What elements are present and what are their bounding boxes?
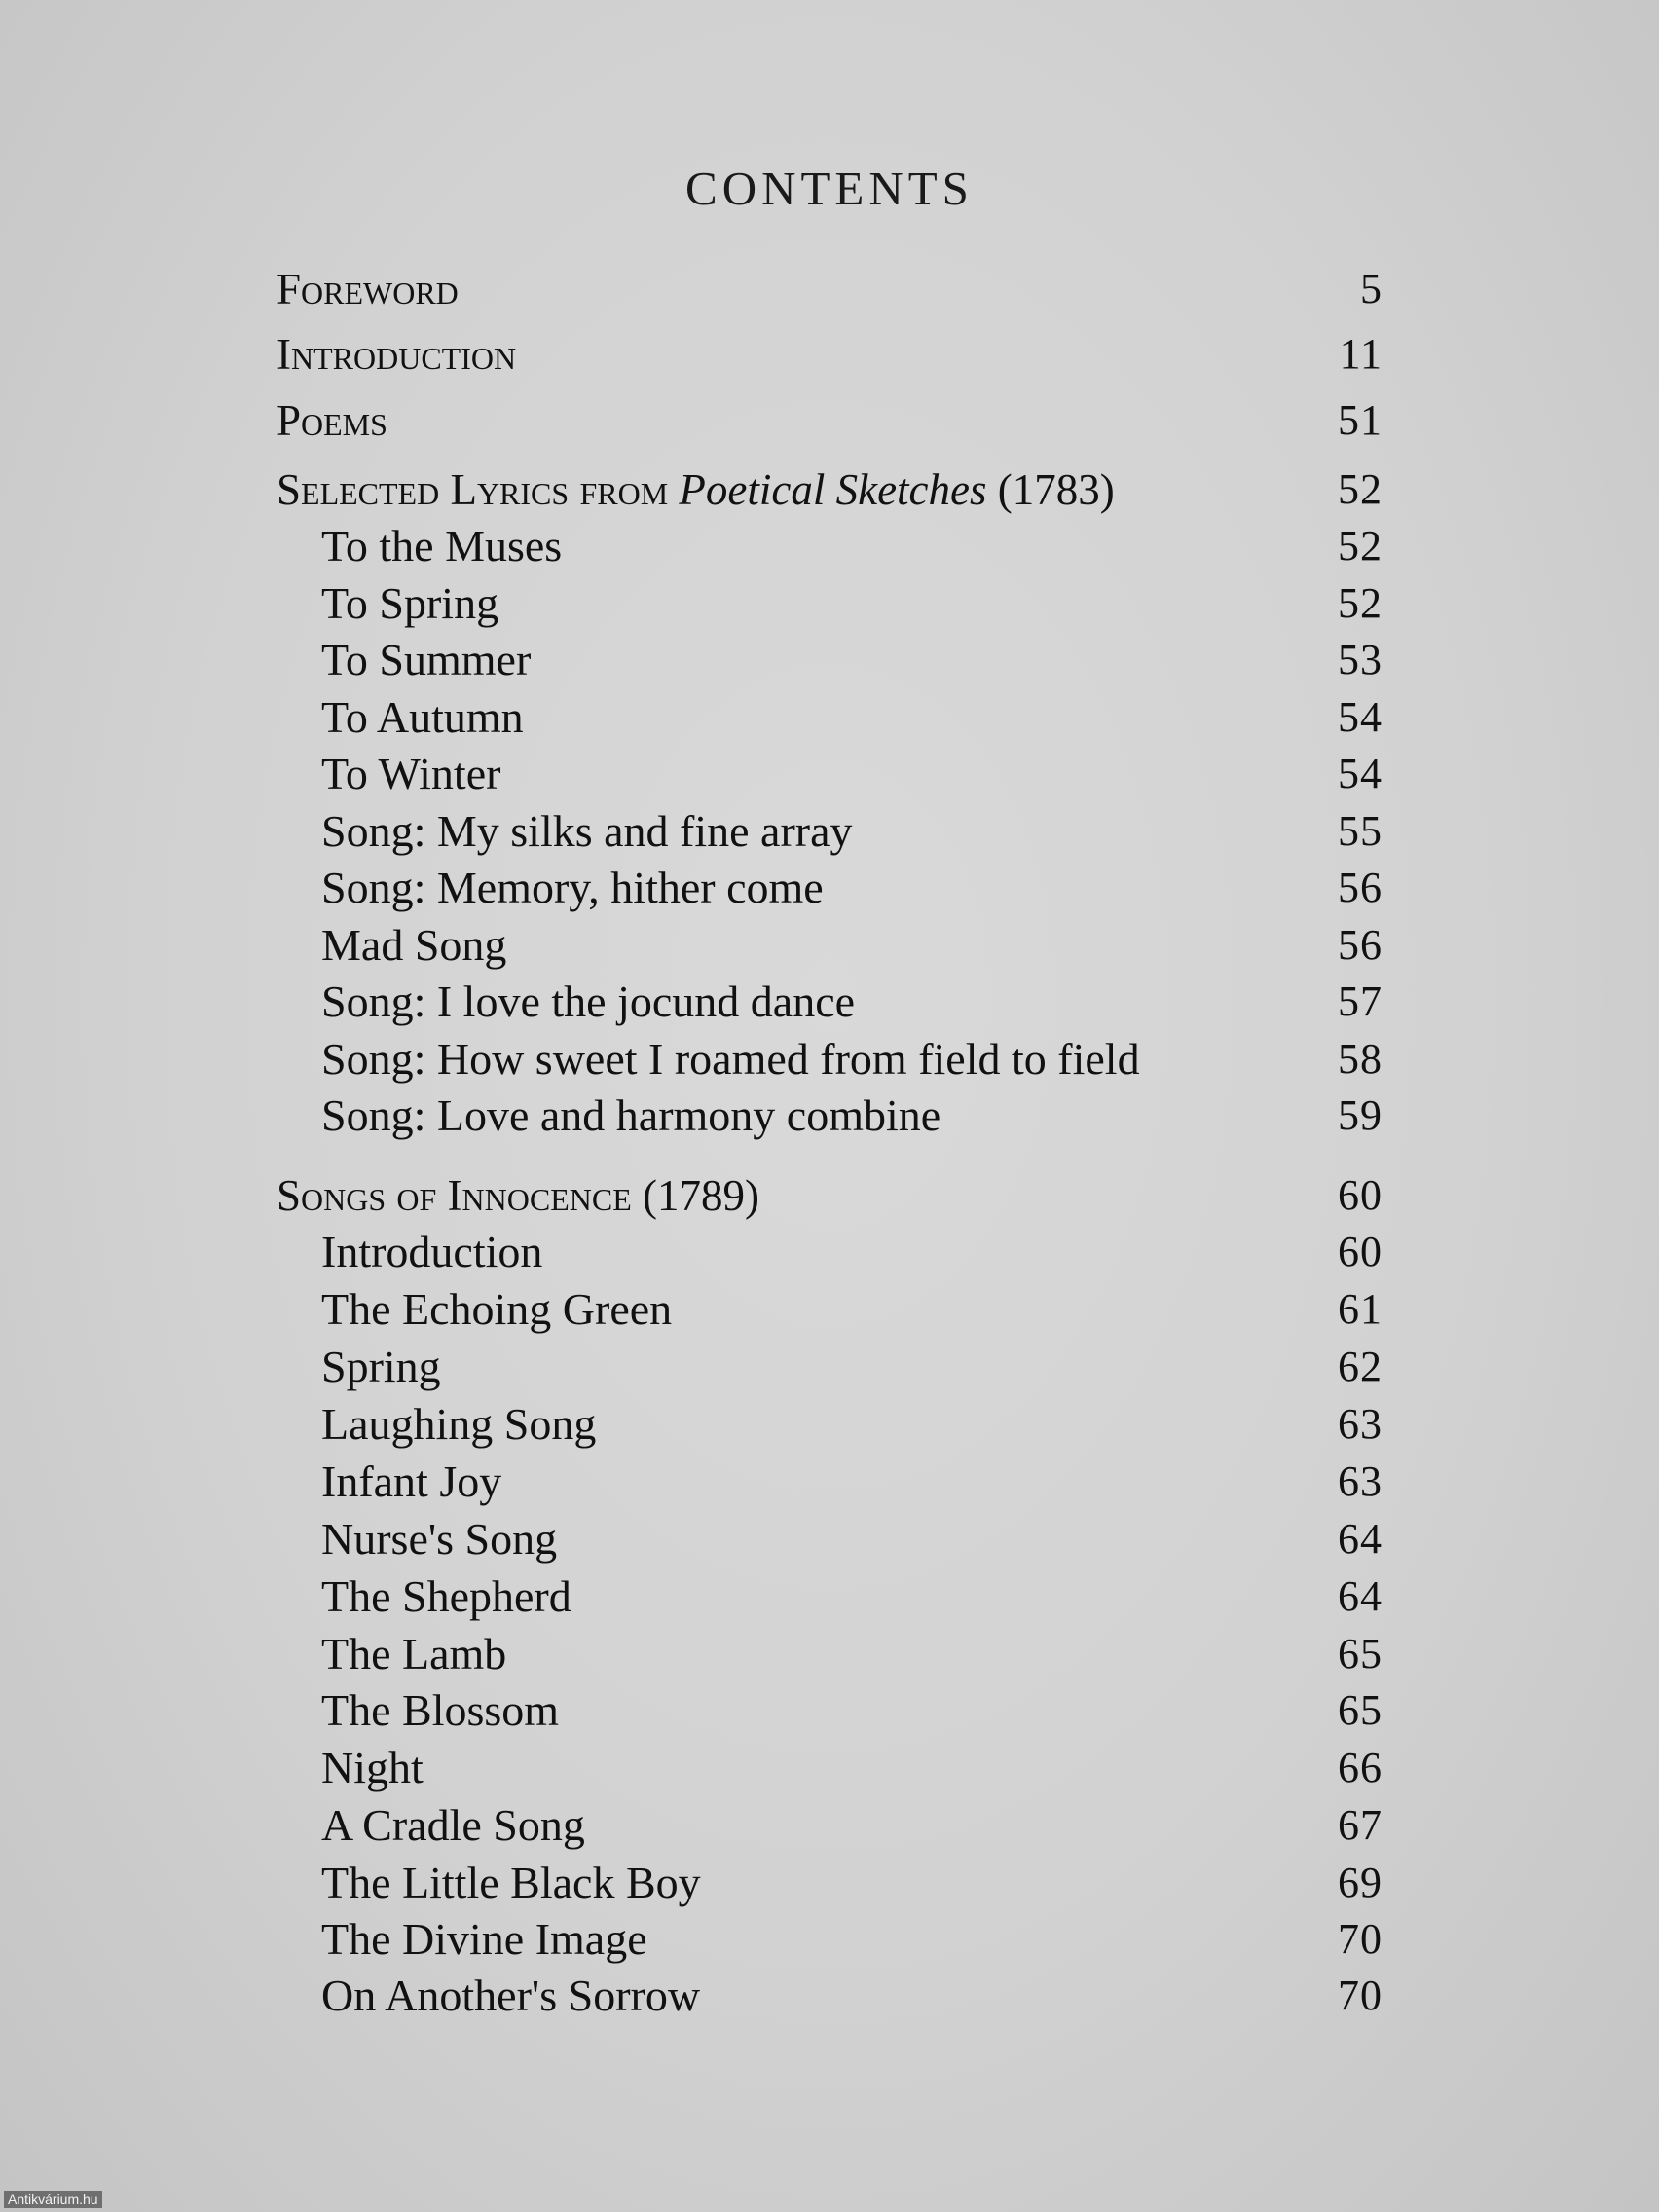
toc-entry-foreword — [0, 261, 1659, 317]
toc-entry-page: 70 — [1338, 1972, 1382, 2019]
toc-entry-label: To Autumn — [321, 692, 524, 742]
toc-entry — [0, 1911, 1659, 1968]
toc-entry-page: 52 — [1338, 522, 1382, 570]
toc-entry-label: Song: How sweet I roamed from field to field — [321, 1034, 1140, 1084]
toc-entry-selected-lyrics — [0, 461, 1659, 518]
toc-entry-label: A Cradle Song — [321, 1800, 585, 1850]
toc-entry-songs-of-innocence — [0, 1167, 1659, 1224]
toc-entry-page: 59 — [1338, 1091, 1382, 1139]
toc-entry-page: 11 — [1339, 330, 1382, 378]
toc-entry-page: 54 — [1338, 693, 1382, 741]
toc-entry-label: Song: Love and harmony combine — [321, 1090, 941, 1140]
toc-entry-label: Night — [321, 1743, 424, 1792]
toc-entry-label-prefix: Selected Lyrics from — [276, 465, 680, 514]
toc-entry-page: 63 — [1338, 1400, 1382, 1448]
toc-entry-label: To the Muses — [321, 521, 563, 571]
toc-entry — [0, 1224, 1659, 1280]
toc-entry-label: To Spring — [321, 578, 499, 628]
toc-entry-page: 65 — [1338, 1686, 1382, 1734]
toc-entry — [0, 1396, 1659, 1453]
toc-entry-page: 60 — [1338, 1228, 1382, 1275]
toc-entry-page: 52 — [1338, 465, 1382, 513]
toc-entry-page: 56 — [1338, 864, 1382, 911]
toc-entry-label: The Shepherd — [321, 1571, 571, 1621]
toc-entry-page: 63 — [1338, 1457, 1382, 1505]
toc-entry — [0, 1797, 1659, 1854]
toc-entry — [0, 1281, 1659, 1338]
toc-entry — [0, 1626, 1659, 1682]
toc-entry-page: 69 — [1338, 1859, 1382, 1906]
toc-entry-page: 52 — [1338, 579, 1382, 627]
toc-entry-page: 55 — [1338, 807, 1382, 855]
toc-entry-label: Foreword — [276, 265, 459, 313]
toc-entry — [0, 1031, 1659, 1088]
toc-entry-label — [276, 461, 1115, 518]
toc-entry-label: Poems — [276, 396, 387, 445]
toc-entry — [0, 518, 1659, 574]
toc-entry — [0, 917, 1659, 974]
toc-entry-label-italic: Poetical Sketches — [679, 465, 987, 514]
toc-entry-label: Spring — [321, 1342, 441, 1391]
toc-entry-label: Infant Joy — [321, 1456, 502, 1506]
toc-entry-label: The Blossom — [321, 1685, 560, 1735]
toc-entry-label-suffix: (1783) — [986, 465, 1115, 514]
toc-entry-page: 53 — [1338, 636, 1382, 683]
toc-entry — [0, 1511, 1659, 1567]
toc-entry — [0, 1682, 1659, 1739]
toc-entry-page: 57 — [1338, 977, 1382, 1025]
toc-entry-page: 66 — [1338, 1744, 1382, 1791]
toc-entry-label: The Little Black Boy — [321, 1858, 701, 1907]
toc-entry-page: 60 — [1338, 1171, 1382, 1219]
toc-entry-label: Song: Memory, hither come — [321, 863, 824, 912]
toc-entry-label: To Summer — [321, 635, 532, 684]
toc-entry-label: Introduction — [321, 1227, 543, 1276]
toc-entry — [0, 1740, 1659, 1796]
toc-entry-label: The Echoing Green — [321, 1284, 673, 1334]
toc-entry-introduction — [0, 326, 1659, 383]
toc-entry-poems — [0, 392, 1659, 449]
toc-entry-label: Songs of Innocence (1789) — [276, 1171, 759, 1220]
toc-entry-page: 64 — [1338, 1515, 1382, 1563]
toc-entry — [0, 1568, 1659, 1625]
toc-entry-page: 61 — [1338, 1285, 1382, 1333]
toc-entry-page: 54 — [1338, 750, 1382, 797]
toc-entry — [0, 860, 1659, 916]
toc-entry-label: The Divine Image — [321, 1914, 647, 1964]
toc-entry-page: 62 — [1338, 1343, 1382, 1390]
toc-entry — [0, 1855, 1659, 1911]
toc-entry-page: 58 — [1338, 1035, 1382, 1083]
toc-entry — [0, 1968, 1659, 2024]
toc-entry-label: Laughing Song — [321, 1399, 597, 1449]
toc-entry-label: To Winter — [321, 749, 501, 798]
toc-entry-label: Song: I love the jocund dance — [321, 977, 856, 1026]
toc-entry — [0, 746, 1659, 802]
toc-entry-label: On Another's Sorrow — [321, 1971, 701, 2020]
toc-entry — [0, 1088, 1659, 1144]
page-title: CONTENTS — [685, 162, 974, 215]
toc-entry-label: Song: My silks and fine array — [321, 806, 853, 856]
toc-entry — [0, 1454, 1659, 1510]
toc-entry-label: The Lamb — [321, 1629, 507, 1678]
toc-entry-page: 5 — [1360, 265, 1382, 313]
toc-entry-label: Mad Song — [321, 920, 507, 970]
watermark: Antikvárium.hu — [4, 2191, 102, 2208]
toc-entry — [0, 974, 1659, 1030]
toc-entry — [0, 689, 1659, 746]
toc-entry — [0, 575, 1659, 632]
toc-entry-label: Nurse's Song — [321, 1514, 558, 1564]
toc-entry-page: 65 — [1338, 1630, 1382, 1677]
toc-entry — [0, 1339, 1659, 1395]
toc-entry-page: 67 — [1338, 1801, 1382, 1849]
toc-entry-page: 64 — [1338, 1572, 1382, 1620]
toc-entry-page: 70 — [1338, 1915, 1382, 1963]
toc-entry — [0, 632, 1659, 688]
toc-entry — [0, 803, 1659, 860]
toc-entry-page: 51 — [1338, 396, 1382, 444]
toc-entry-label: Introduction — [276, 330, 517, 379]
toc-entry-page: 56 — [1338, 921, 1382, 969]
